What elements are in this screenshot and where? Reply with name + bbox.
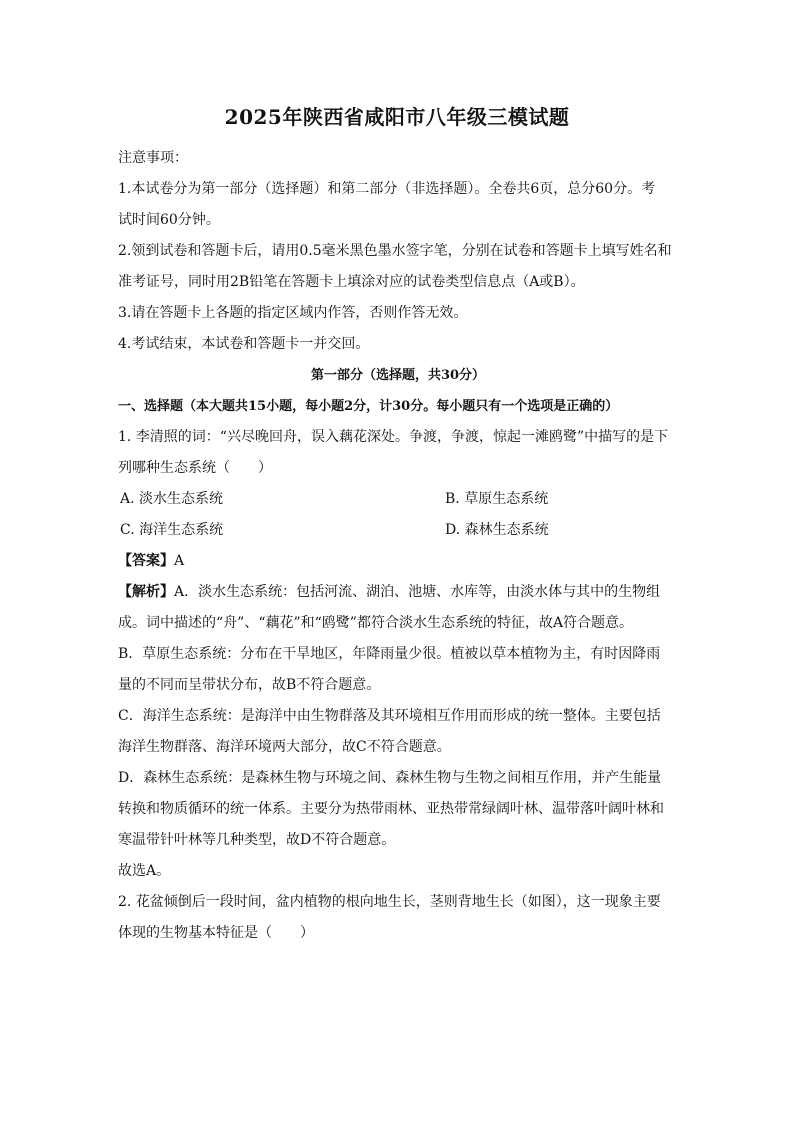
option-row xyxy=(118,515,678,546)
analysis-line xyxy=(118,577,678,608)
analysis-line: 海洋生物群落、海洋环境两大部分，故C不符合题意。 xyxy=(118,739,451,755)
notice-line: 2.领到试卷和答题卡后，请用0.5毫米黑色墨水签字笔，分别在试卷和答题卡上填写姓名和 xyxy=(118,243,672,259)
answer-value: A xyxy=(174,553,185,569)
notice-heading: 注意事项： xyxy=(118,150,188,166)
notice-line: 1.本试卷分为第一部分（选择题）和第二部分（非选择题）。全卷共6页，总分60分。考 xyxy=(118,181,656,197)
analysis-text: A．淡水生态系统：包括河流、湖泊、池塘、水库等，由淡水体与其中的生物组 xyxy=(174,584,661,600)
option-c: C. 海洋生态系统 xyxy=(120,522,224,538)
analysis-line: 故选A。 xyxy=(118,863,171,879)
part-heading: 第一部分（选择题，共30分） xyxy=(310,368,486,383)
analysis-line: 量的不同而呈带状分布，故B不符合题意。 xyxy=(118,677,381,693)
notice-line: 试时间60分钟。 xyxy=(118,212,220,228)
option-row xyxy=(118,484,678,515)
analysis-line: 寒温带针叶林等几种类型，故D不符合题意。 xyxy=(118,832,396,848)
option-b: B. 草原生态系统 xyxy=(445,491,549,507)
analysis-line: 转换和物质循环的统一体系。主要分为热带雨林、亚热带常绿阔叶林、温带落叶阔叶林和 xyxy=(118,801,664,817)
question-stem: 1. 李清照的词：“兴尽晚回舟，误入藕花深处。争渡，争渡，惊起一滩鸥鹭”中描写的是下 xyxy=(118,429,669,445)
analysis-line: 成。词中描述的“舟”、“藕花”和“鸥鹭”都符合淡水生态系统的特征，故A符合题意。 xyxy=(118,615,634,631)
analysis-tag: 【解析】 xyxy=(118,584,174,600)
analysis-line: C．海洋生态系统：是海洋中由生物群落及其环境相互作用而形成的统一整体。主要包括 xyxy=(118,708,661,724)
answer-tag: 【答案】 xyxy=(118,553,174,569)
question-stem: 体现的生物基本特征是（ ） xyxy=(118,925,314,941)
notice-line: 3.请在答题卡上各题的指定区域内作答，否则作答无效。 xyxy=(118,305,468,321)
option-d: D. 森林生态系统 xyxy=(445,522,549,538)
answer-line xyxy=(118,546,678,577)
analysis-line: D．森林生态系统：是森林生物与环境之间、森林生物与生物之间相互作用，并产生能量 xyxy=(118,770,662,786)
notice-line: 4.考试结束，本试卷和答题卡一并交回。 xyxy=(118,336,370,352)
option-a: A. 淡水生态系统 xyxy=(120,491,224,507)
question-stem: 2. 花盆倾倒后一段时间，盆内植物的根向地生长，茎则背地生长（如图），这一现象主要 xyxy=(118,894,661,910)
section-heading: 一、选择题（本大题共15小题，每小题2分，计30分。每小题只有一个选项是正确的） xyxy=(118,399,619,414)
analysis-line: B．草原生态系统：分布在干旱地区，年降雨量少很。植被以草本植物为主，有时因降雨 xyxy=(118,646,661,662)
question-stem: 列哪种生态系统（ ） xyxy=(118,460,272,476)
notice-line: 准考证号，同时用2B铅笔在答题卡上填涂对应的试卷类型信息点（A或B）。 xyxy=(118,274,585,290)
document-title: 2025年陕西省咸阳市八年级三模试题 xyxy=(224,105,570,129)
document-body xyxy=(118,143,678,949)
